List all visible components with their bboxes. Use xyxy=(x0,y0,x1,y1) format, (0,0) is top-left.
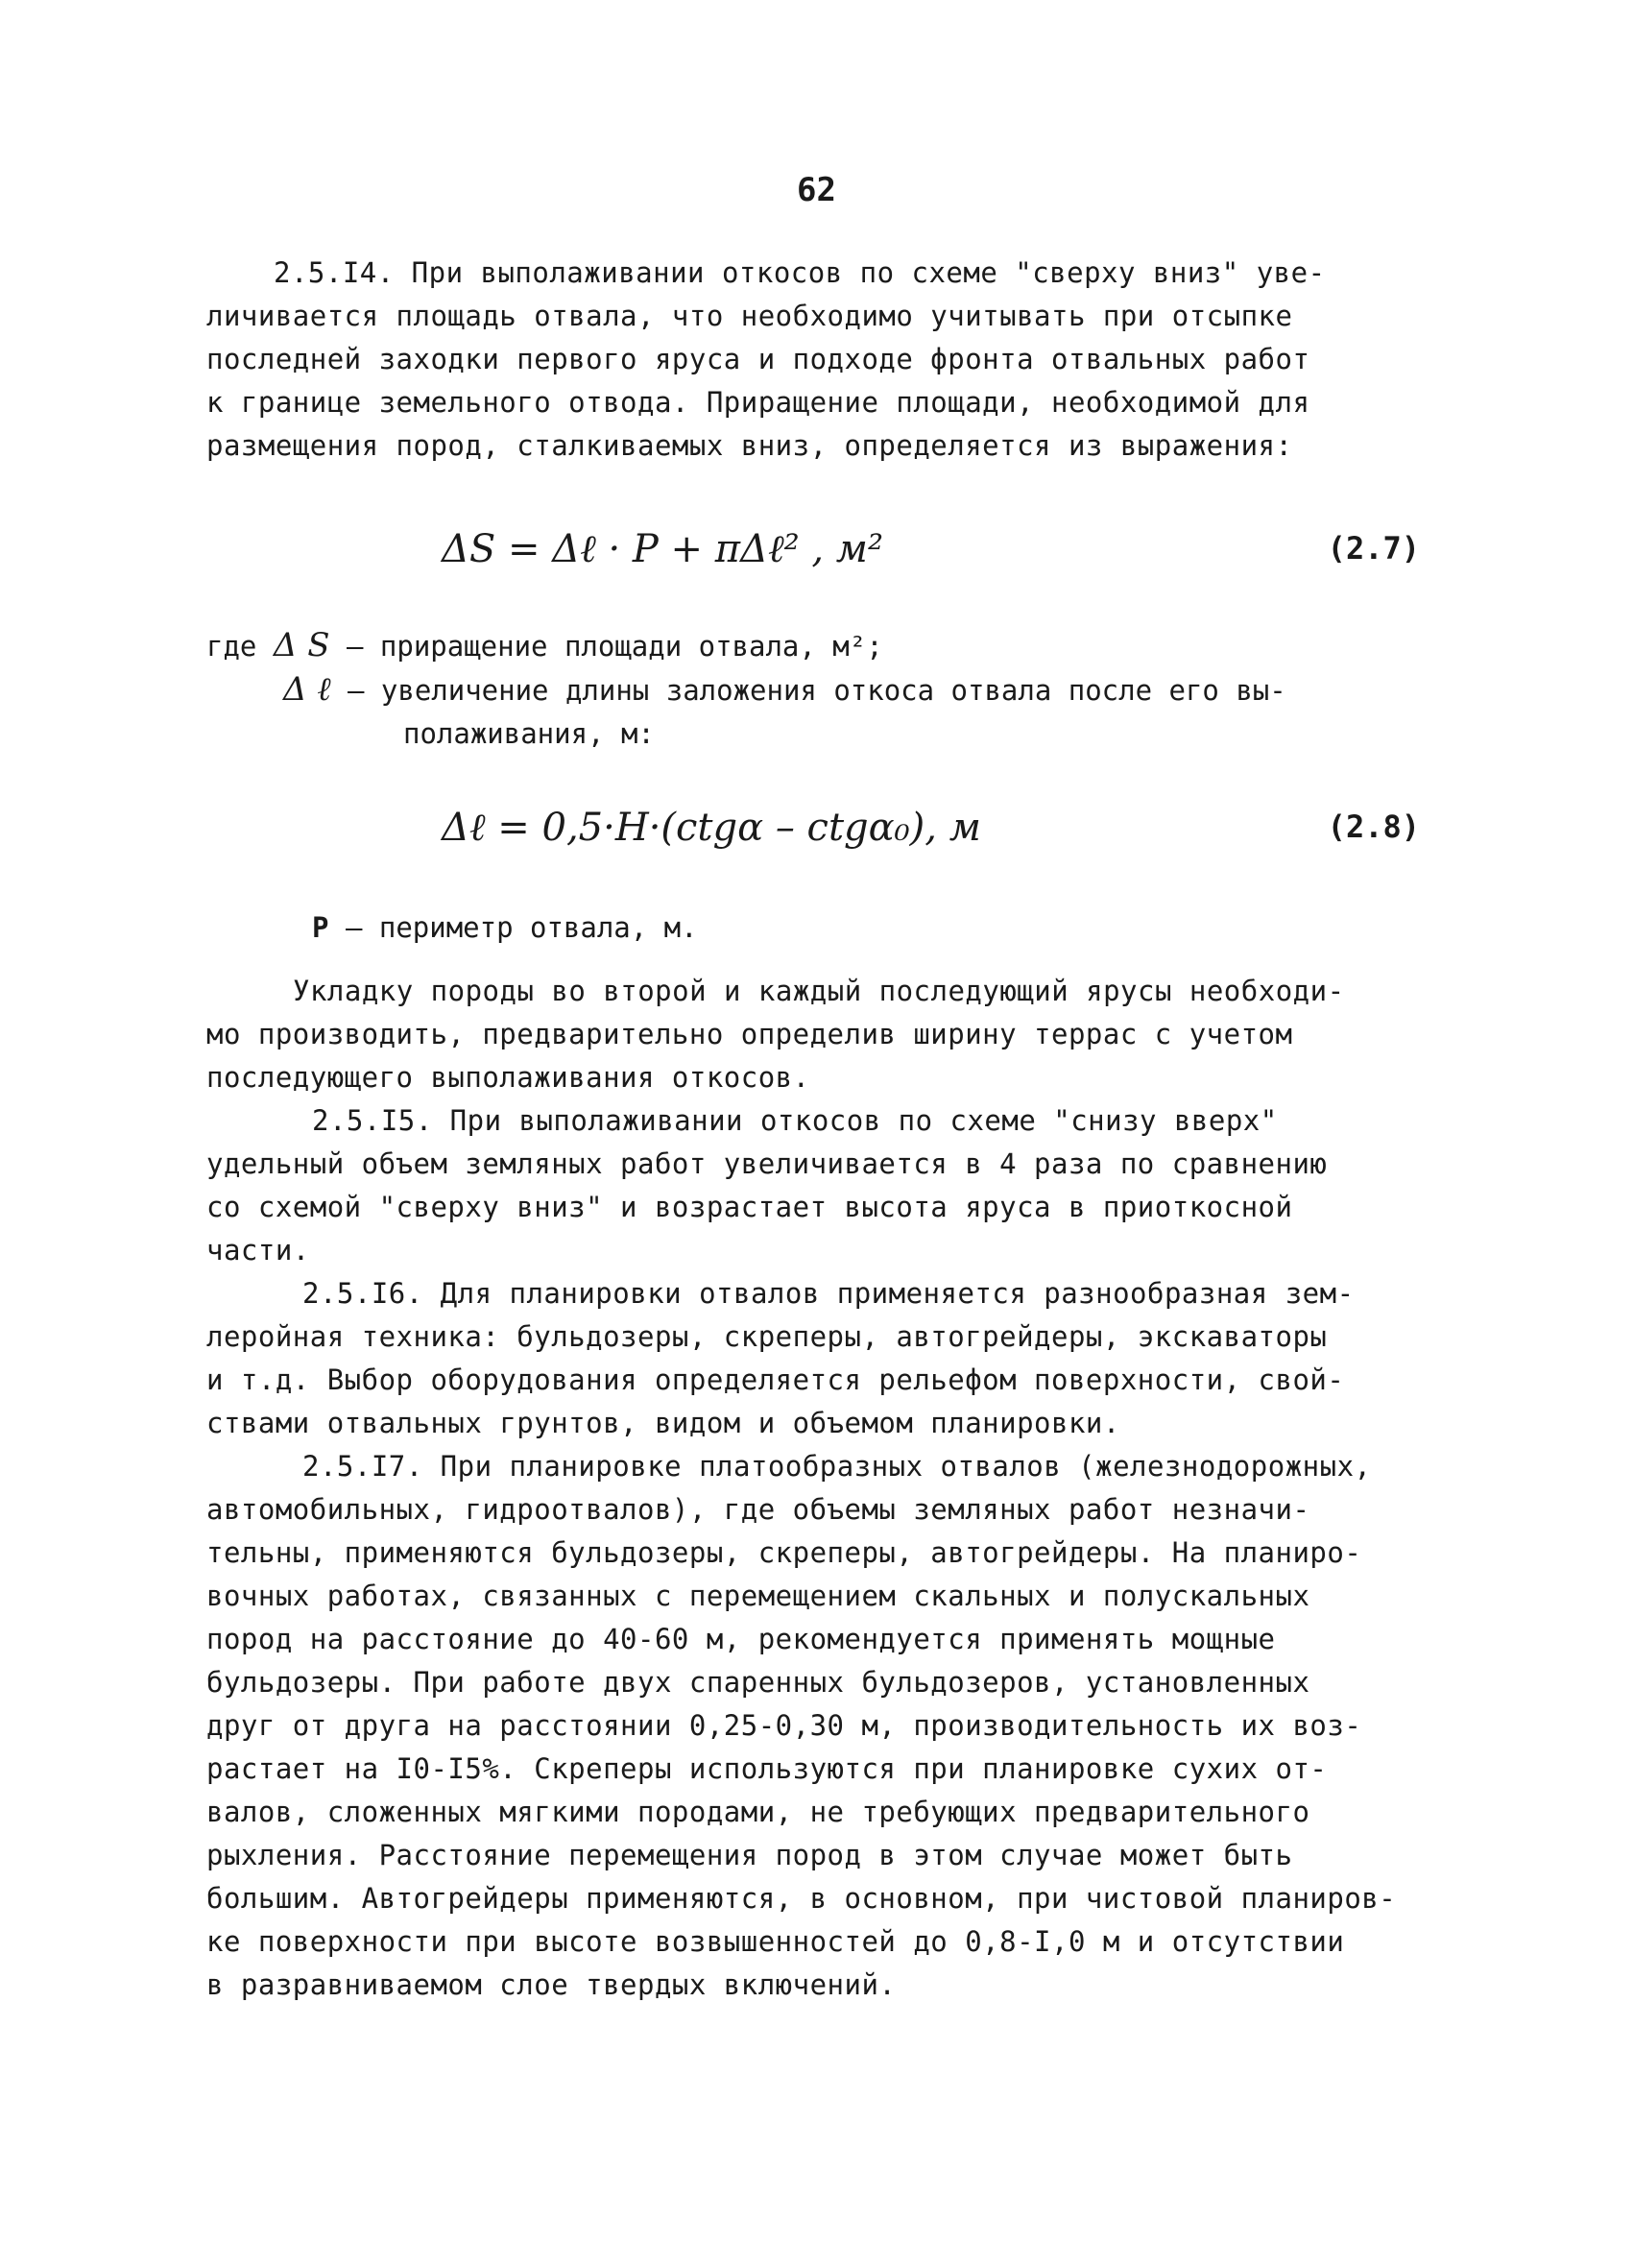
paragraph-2-5-15 xyxy=(206,1099,1459,1272)
where-word: где xyxy=(206,630,257,663)
definition-delta-s xyxy=(206,624,883,668)
paragraph-2-5-14 xyxy=(206,252,1459,468)
text-line: и т.д. Выбор оборудования определяется рельефом поверхности, свой- xyxy=(206,1363,1345,1396)
symbol-delta-l: Δ ℓ xyxy=(283,670,331,709)
text-line: 2.5.I4. При выполаживании откосов по схеме "сверху вниз" уве- xyxy=(274,256,1326,289)
paragraph-2-5-17 xyxy=(206,1445,1459,2007)
text-line: 2.5.I5. При выполаживании откосов по схеме "снизу вверх" xyxy=(312,1104,1278,1137)
formula-2-7 xyxy=(0,519,1633,586)
text-line: ствами отвальных грунтов, видом и объемом планировки. xyxy=(206,1407,1120,1439)
text-line: бульдозеры. При работе двух спаренных бульдозеров, установленных xyxy=(206,1666,1310,1699)
text-line: леройная техника: бульдозеры, скреперы, автогрейдеры, экскаваторы xyxy=(206,1320,1328,1353)
definition-text: полаживания, м: xyxy=(403,717,655,750)
formula-expression: ΔS = Δℓ · P + πΔℓ² , м² xyxy=(442,527,883,571)
text-line: растает на I0-I5%. Скреперы используются при планировке сухих от- xyxy=(206,1752,1328,1785)
text-line: удельный объем земляных работ увеличивается в 4 раза по сравнению xyxy=(206,1147,1328,1180)
text-line: размещения пород, сталкиваемых вниз, определяется из выражения: xyxy=(206,429,1293,462)
definition-delta-l xyxy=(283,668,1286,712)
text-line: части. xyxy=(206,1234,310,1267)
text-line: 2.5.I6. Для планировки отвалов применяется разнообразная зем- xyxy=(302,1277,1355,1310)
text-line: последней заходки первого яруса и подходе фронта отвальных работ xyxy=(206,343,1310,375)
text-line: тельны, применяются бульдозеры, скреперы, автогрейдеры. На планиро- xyxy=(206,1536,1362,1569)
text-line: пород на расстояние до 40-60 м, рекомендуется применять мощные xyxy=(206,1623,1276,1655)
paragraph-2-5-16 xyxy=(206,1272,1459,1445)
text-line: в разравниваемом слое твердых включений. xyxy=(206,1968,897,2001)
equation-number: (2.7) xyxy=(1327,530,1420,567)
text-line: автомобильных, гидроотвалов), где объемы земляных работ незначи- xyxy=(206,1493,1310,1526)
definition-p xyxy=(312,906,698,950)
paragraph-layering xyxy=(206,970,1459,1099)
text-line: со схемой "сверху вниз" и возрастает высота яруса в приоткосной xyxy=(206,1191,1293,1223)
definition-text: – приращение площади отвала, м²; xyxy=(346,630,883,663)
text-line: валов, сложенных мягкими породами, не требующих предварительного xyxy=(206,1796,1310,1828)
text-line: рыхления. Расстояние перемещения пород в этом случае может быть xyxy=(206,1839,1293,1871)
text-line: последующего выполаживания откосов. xyxy=(206,1061,810,1094)
text-line: вочных работах, связанных с перемещением скальных и полускальных xyxy=(206,1580,1310,1612)
text-line: большим. Автогрейдеры применяются, в основном, при чистовой планиров- xyxy=(206,1882,1397,1915)
symbol-p: P xyxy=(312,911,329,944)
text-line: к границе земельного отвода. Приращение площади, необходимой для xyxy=(206,386,1310,419)
formula-expression: Δℓ = 0,5·H·(ctgα – ctgα₀), м xyxy=(442,806,981,850)
text-line: ке поверхности при высоте возвышенностей до 0,8-I,0 м и отсутствии xyxy=(206,1925,1345,1958)
text-line: 2.5.I7. При планировке платообразных отвалов (железнодорожных, xyxy=(302,1450,1372,1483)
definition-text: – увеличение длины заложения откоса отвала после его вы- xyxy=(348,674,1286,707)
page-number: 62 xyxy=(797,171,836,209)
text-line: друг от друга на расстоянии 0,25-0,30 м, производительность их воз- xyxy=(206,1709,1362,1742)
text-line: Укладку породы во второй и каждый последующий ярусы необходи- xyxy=(293,975,1345,1007)
text-line: личивается площадь отвала, что необходимо учитывать при отсыпке xyxy=(206,300,1293,332)
text-line: мо производить, предварительно определив ширину террас с учетом xyxy=(206,1018,1293,1050)
definition-text: – периметр отвала, м. xyxy=(345,911,698,944)
symbol-delta-s: Δ S xyxy=(273,626,330,664)
equation-number: (2.8) xyxy=(1327,808,1420,845)
definition-delta-l-cont xyxy=(403,712,655,756)
formula-2-8 xyxy=(0,797,1633,864)
